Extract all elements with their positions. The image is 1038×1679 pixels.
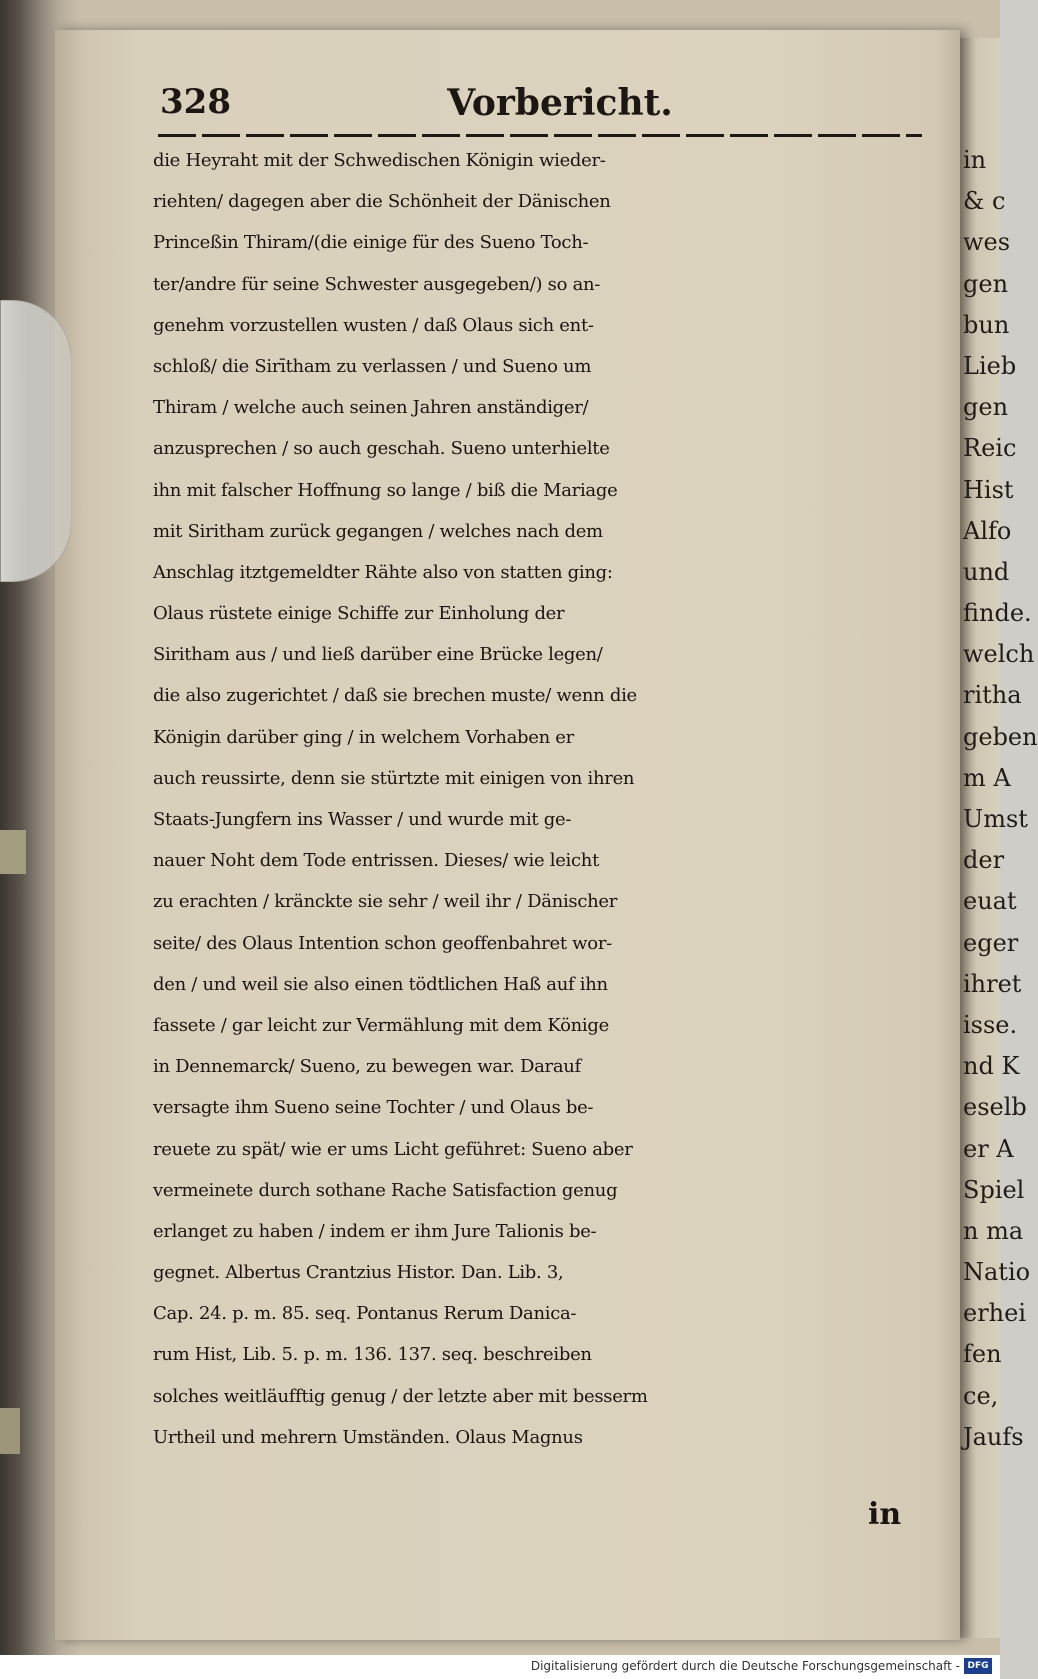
text-line: in Dennemarck/ Sueno, zu bewegen war. Darauf bbox=[153, 1056, 581, 1078]
text-line: die also zugerichtet / daß sie brechen muste/ wenn die bbox=[153, 685, 637, 707]
margin-fragment: Spiel bbox=[963, 1175, 1025, 1204]
margin-fragment: n ma bbox=[963, 1216, 1024, 1245]
margin-fragment: Lieb bbox=[963, 351, 1017, 380]
margin-fragment: eger bbox=[963, 928, 1019, 957]
text-line: mit Siritham zurück gegangen / welches nach dem bbox=[153, 520, 603, 542]
text-line: Königin darüber ging / in welchem Vorhaben er bbox=[153, 726, 574, 748]
text-line: Olaus rüstete einige Schiffe zur Einholung der bbox=[153, 603, 565, 625]
margin-fragment: welch bbox=[963, 640, 1035, 669]
margin-fragment: und bbox=[963, 557, 1010, 586]
text-line: seite/ des Olaus Intention schon geoffenbahret wor- bbox=[153, 932, 612, 954]
text-line: Siritham aus / und ließ darüber eine Brücke legen/ bbox=[153, 644, 603, 666]
text-line: erlanget zu haben / indem er ihm Jure Talionis be- bbox=[153, 1220, 597, 1242]
margin-fragment: Natio bbox=[963, 1258, 1031, 1287]
margin-fragment: bun bbox=[963, 310, 1010, 339]
text-line: fassete / gar leicht zur Vermählung mit dem Könige bbox=[153, 1014, 609, 1036]
text-line: anzusprechen / so auch geschah. Sueno unterhielte bbox=[153, 438, 610, 460]
page-marker-tab bbox=[0, 1408, 20, 1454]
glass-page-clip bbox=[0, 300, 72, 582]
text-line: Anschlag itztgemeldter Rähte also von statten ging: bbox=[153, 561, 613, 583]
margin-fragment: gen bbox=[963, 393, 1009, 422]
margin-fragment: ritha bbox=[963, 681, 1022, 710]
text-line: ihn mit falscher Hoffnung so lange / biß die Mariage bbox=[153, 479, 618, 501]
catchword: in bbox=[868, 1497, 902, 1532]
margin-fragment: nd K bbox=[963, 1052, 1020, 1081]
margin-fragment: Umst bbox=[963, 805, 1028, 833]
text-line: auch reussirte, denn sie stürtzte mit einigen von ihren bbox=[153, 767, 635, 789]
text-line: riehten/ dagegen aber die Schönheit der Dänischen bbox=[153, 191, 611, 213]
text-line: reuete zu spät/ wie er ums Licht geführet: Sueno aber bbox=[153, 1138, 633, 1160]
margin-fragment: er A bbox=[963, 1134, 1014, 1163]
margin-fragment: der bbox=[963, 846, 1005, 875]
text-line: Staats-Jungfern ins Wasser / und wurde mit ge- bbox=[153, 809, 572, 830]
margin-fragment: ce, bbox=[963, 1381, 999, 1410]
text-line: ter/andre für seine Schwester ausgegeben/) so an- bbox=[153, 273, 601, 295]
margin-fragment: geben bbox=[963, 722, 1038, 751]
text-line: schloß/ die Sirītham zu verlassen / und Sueno um bbox=[153, 355, 592, 377]
page-marker-tab bbox=[0, 830, 26, 874]
text-line: solches weitläufftig genug / der letzte aber mit besserm bbox=[153, 1385, 648, 1407]
facing-page-margin-text bbox=[963, 140, 1038, 1458]
running-head: Vorbericht. bbox=[447, 82, 673, 124]
margin-fragment: Hist bbox=[963, 475, 1014, 504]
margin-fragment: ihret bbox=[963, 969, 1022, 998]
margin-fragment: isse. bbox=[963, 1010, 1018, 1039]
dfg-logo: DFG bbox=[964, 1658, 992, 1674]
text-line: versagte ihm Sueno seine Tochter / und Olaus be- bbox=[153, 1097, 594, 1119]
margin-fragment: finde. bbox=[963, 599, 1032, 628]
margin-fragment: m A bbox=[963, 763, 1011, 792]
text-line: gegnet. Albertus Crantzius Histor. Dan. Lib. 3, bbox=[153, 1262, 564, 1284]
margin-fragment: Alfo bbox=[963, 516, 1012, 545]
text-line: genehm vorzustellen wusten / daß Olaus sich ent- bbox=[153, 314, 594, 336]
margin-fragment: Reic bbox=[963, 434, 1017, 463]
text-line: Princeßin Thiram/(die einige für des Sueno Toch- bbox=[153, 232, 589, 254]
footer-credit: Digitalisierung gefördert durch die Deutsche Forschungsgemeinschaft - bbox=[530, 1659, 960, 1673]
margin-fragment: Jaufs bbox=[963, 1422, 1024, 1451]
page-header bbox=[160, 82, 920, 132]
text-line: Cap. 24. p. m. 85. seq. Pontanus Rerum Danica- bbox=[153, 1303, 577, 1325]
margin-fragment: fen bbox=[963, 1340, 1002, 1369]
footer-bar bbox=[0, 1655, 1000, 1679]
margin-fragment: in bbox=[963, 146, 987, 174]
text-line: den / und weil sie also einen tödtlichen Haß auf ihn bbox=[153, 973, 608, 995]
text-line: rum Hist, Lib. 5. p. m. 136. 137. seq. beschreiben bbox=[153, 1344, 592, 1366]
margin-fragment: erhei bbox=[963, 1299, 1027, 1328]
body-text bbox=[153, 140, 933, 1458]
text-line: Urtheil und mehrern Umständen. Olaus Magnus bbox=[153, 1426, 583, 1448]
page-number: 328 bbox=[160, 82, 231, 122]
header-rule bbox=[158, 134, 922, 137]
text-line: zu erachten / kränckte sie sehr / weil ihr / Dänischer bbox=[153, 891, 618, 913]
margin-fragment: & c bbox=[963, 187, 1006, 216]
margin-fragment: euat bbox=[963, 887, 1017, 916]
margin-fragment: wes bbox=[963, 228, 1011, 257]
margin-fragment: eselb bbox=[963, 1093, 1027, 1122]
text-line: nauer Noht dem Tode entrissen. Dieses/ wie leicht bbox=[153, 850, 600, 872]
text-line: die Heyraht mit der Schwedischen Königin wieder- bbox=[153, 150, 606, 171]
text-line: vermeinete durch sothane Rache Satisfaction genug bbox=[153, 1179, 618, 1201]
text-line: Thiram / welche auch seinen Jahren anständiger/ bbox=[153, 397, 589, 419]
margin-fragment: gen bbox=[963, 269, 1009, 298]
